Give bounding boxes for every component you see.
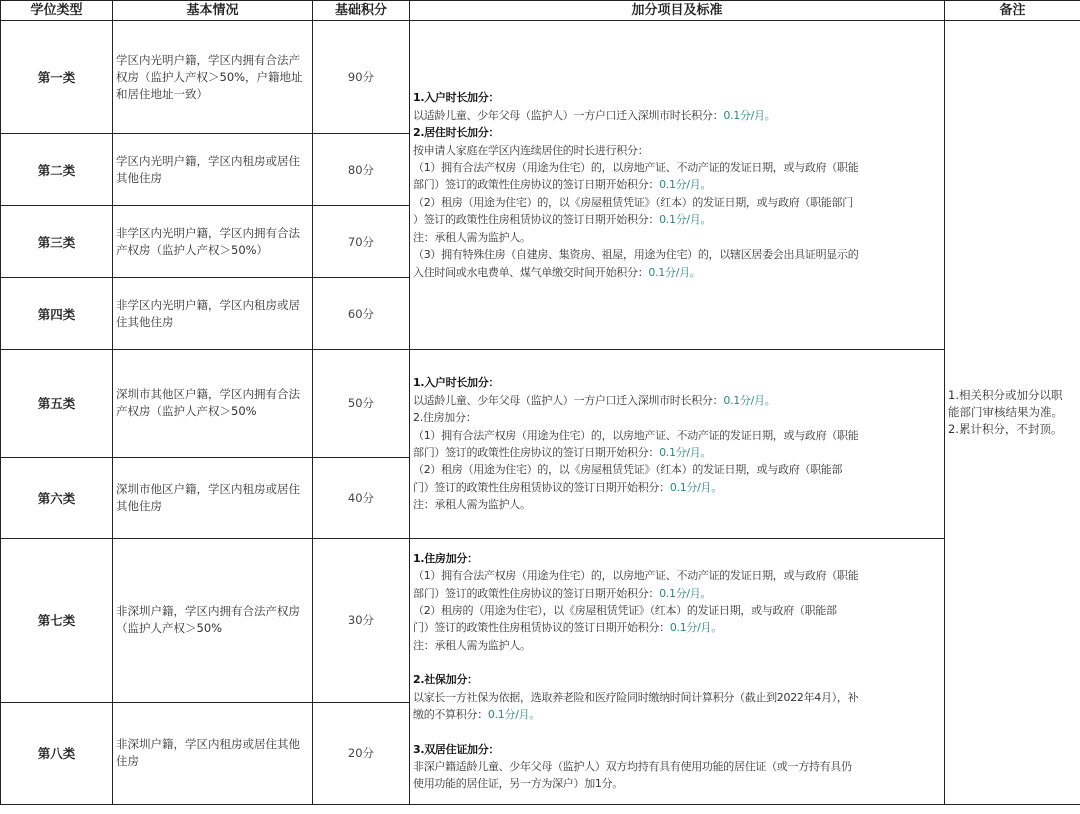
bonus-text: ）签订的政策性住房租赁协议的签订日期开始积分： <box>413 213 660 227</box>
points-cell: 50分 <box>313 350 410 457</box>
bonus-text: 按申请人家庭在学区内连续居住的时长进行积分： <box>413 143 649 157</box>
bonus-text: 缴的不算积分： <box>413 708 488 722</box>
bonus-text: 部门）签订的政策性住房协议的签订日期开始积分： <box>413 178 660 192</box>
type-cell: 第六类 <box>1 457 113 538</box>
bonus-line <box>413 758 942 775</box>
header-note: 备注 <box>945 1 1080 21</box>
bonus-heading: 1.住房加分： <box>413 551 478 565</box>
bonus-heading: 2.居住时长加分： <box>413 126 500 140</box>
bonus-rate: 0.1分/月。 <box>669 621 722 635</box>
bonus-line <box>413 637 942 654</box>
bonus-text: （2）租房（用途为住宅）的，以《房屋租赁凭证》（红本）的发证日期，或与政府（职能部门 <box>413 195 853 209</box>
basic-cell: 学区内光明户籍，学区内租房或居住其他住房 <box>113 134 313 206</box>
type-cell: 第一类 <box>1 21 113 134</box>
bonus-text: 以适龄儿童、少年父母（监护人）一方户口迁入深圳市时长积分： <box>413 393 724 407</box>
bonus-text: （1）拥有合法产权房（用途为住宅）的，以房地产证、不动产证的发证日期，或与政府（职能 <box>413 569 859 583</box>
basic-cell: 非深圳户籍，学区内租房或居住其他住房 <box>113 702 313 804</box>
bonus-line <box>413 194 942 211</box>
header-basic: 基本情况 <box>113 1 313 21</box>
type-cell: 第三类 <box>1 206 113 278</box>
bonus-rate: 0.1分/月。 <box>723 108 776 122</box>
bonus-line <box>413 775 942 792</box>
bonus-line <box>413 444 942 461</box>
bonus-rate: 0.1分/月。 <box>648 265 701 279</box>
basic-cell: 学区内光明户籍，学区内拥有合法产权房（监护人产权＞50%，户籍地址和居住地址一致） <box>113 21 313 134</box>
bonus-rate: 0.1分/月。 <box>723 393 776 407</box>
bonus-text: 注：承租人需为监护人。 <box>413 638 531 652</box>
header-points: 基础积分 <box>313 1 410 21</box>
bonus-text: （2）租房（用途为住宅）的，以《房屋租赁凭证》（红本）的发证日期，或与政府（职能部 <box>413 463 843 477</box>
bonus-heading: 1.入户时长加分： <box>413 91 500 105</box>
bonus-rate: 0.1分/月。 <box>659 178 712 192</box>
bonus-line <box>413 409 942 426</box>
header-row <box>1 1 1080 21</box>
bonus-text: 部门）签订的政策性住房协议的签订日期开始积分： <box>413 586 660 600</box>
bonus-text: （1）拥有合法产权房（用途为住宅）的，以房地产证、不动产证的发证日期，或与政府（职能 <box>413 161 859 175</box>
bonus-text: 注：承租人需为监护人。 <box>413 498 531 512</box>
points-cell: 40分 <box>313 457 410 538</box>
bonus-text: 注：承租人需为监护人。 <box>413 230 531 244</box>
bonus-line <box>413 211 942 228</box>
bonus-line <box>413 496 942 513</box>
bonus-line <box>413 567 942 584</box>
bonus-cell <box>410 350 945 538</box>
bonus-line <box>413 689 942 706</box>
bonus-heading: 1.入户时长加分： <box>413 376 500 390</box>
table-row <box>1 21 1080 134</box>
bonus-line <box>413 392 942 409</box>
bonus-line <box>413 107 942 124</box>
table-row <box>1 538 1080 702</box>
bonus-rate: 0.1分/月。 <box>659 445 712 459</box>
bonus-line <box>413 602 942 619</box>
bonus-rate: 0.1分/月。 <box>659 213 712 227</box>
note-line: 2.累计积分，不封顶。 <box>948 422 1063 436</box>
points-cell: 20分 <box>313 702 410 804</box>
bonus-text: 非深户籍适龄儿童、少年父母（监护人）双方均持有具有使用功能的居住证（或一方持有具仍 <box>413 759 852 773</box>
bonus-text: 门）签订的政策性住房租赁协议的签订日期开始积分： <box>413 480 670 494</box>
bonus-line <box>413 246 942 263</box>
header-bonus: 加分项目及标准 <box>410 1 945 21</box>
points-cell: 90分 <box>313 21 410 134</box>
note-line: 能部门审核结果为准。 <box>948 405 1063 419</box>
table-row <box>1 350 1080 457</box>
blank-line <box>413 724 942 741</box>
bonus-text: 门）签订的政策性住房租赁协议的签订日期开始积分： <box>413 621 670 635</box>
points-cell: 30分 <box>313 538 410 702</box>
points-cell: 70分 <box>313 206 410 278</box>
blank-line <box>413 654 942 671</box>
basic-cell: 非学区内光明户籍，学区内租房或居住其他住房 <box>113 278 313 350</box>
bonus-line <box>413 461 942 478</box>
bonus-line <box>413 264 942 281</box>
note-cell <box>945 21 1080 805</box>
bonus-line <box>413 142 942 159</box>
bonus-line <box>413 159 942 176</box>
type-cell: 第二类 <box>1 134 113 206</box>
bonus-text: 入住时间或水电费单、煤气单缴交时间开始积分： <box>413 265 649 279</box>
bonus-text: 以家长一方社保为依据，选取养老险和医疗险同时缴纳时间计算积分（截止到2022年4月），补 <box>413 690 859 704</box>
bonus-rate: 0.1分/月。 <box>659 586 712 600</box>
basic-cell: 深圳市他区户籍，学区内租房或居住其他住房 <box>113 457 313 538</box>
bonus-rate: 0.1分/月。 <box>669 480 722 494</box>
bonus-text: （3）拥有特殊住房（自建房、集资房、祖屋，用途为住宅）的，以辖区居委会出具证明显示的 <box>413 248 859 262</box>
bonus-rate: 0.1分/月。 <box>487 708 541 722</box>
bonus-text: （2）租房的（用途为住宅），以《房屋租赁凭证》（红本）的发证日期，或与政府（职能部 <box>413 604 837 618</box>
bonus-heading: 3.双居住证加分： <box>413 742 500 756</box>
bonus-text: 以适龄儿童、少年父母（监护人）一方户口迁入深圳市时长积分： <box>413 108 724 122</box>
basic-cell: 非学区内光明户籍，学区内拥有合法产权房（监护人产权＞50%） <box>113 206 313 278</box>
bonus-line <box>413 706 942 723</box>
points-cell: 80分 <box>313 134 410 206</box>
bonus-text: 使用功能的居住证，另一方为深户）加1分。 <box>413 777 623 791</box>
points-cell: 60分 <box>313 278 410 350</box>
note-line: 1.相关积分或加分以职 <box>948 388 1063 402</box>
type-cell: 第八类 <box>1 702 113 804</box>
bonus-line <box>413 176 942 193</box>
bonus-text: （1）拥有合法产权房（用途为住宅）的，以房地产证、不动产证的发证日期，或与政府（职能 <box>413 428 859 442</box>
bonus-cell <box>410 21 945 350</box>
bonus-cell <box>410 538 945 804</box>
header-type: 学位类型 <box>1 1 113 21</box>
type-cell: 第四类 <box>1 278 113 350</box>
bonus-line <box>413 619 942 636</box>
bonus-line <box>413 229 942 246</box>
bonus-line <box>413 479 942 496</box>
basic-cell: 深圳市其他区户籍，学区内拥有合法产权房（监护人产权＞50% <box>113 350 313 457</box>
bonus-line <box>413 427 942 444</box>
basic-cell: 非深圳户籍，学区内拥有合法产权房（监护人产权＞50% <box>113 538 313 702</box>
bonus-text: 部门）签订的政策性住房协议的签订日期开始积分： <box>413 445 660 459</box>
bonus-text: 2.住房加分： <box>413 411 477 425</box>
type-cell: 第七类 <box>1 538 113 702</box>
bonus-heading: 2.社保加分： <box>413 673 478 687</box>
bonus-line <box>413 585 942 602</box>
type-cell: 第五类 <box>1 350 113 457</box>
